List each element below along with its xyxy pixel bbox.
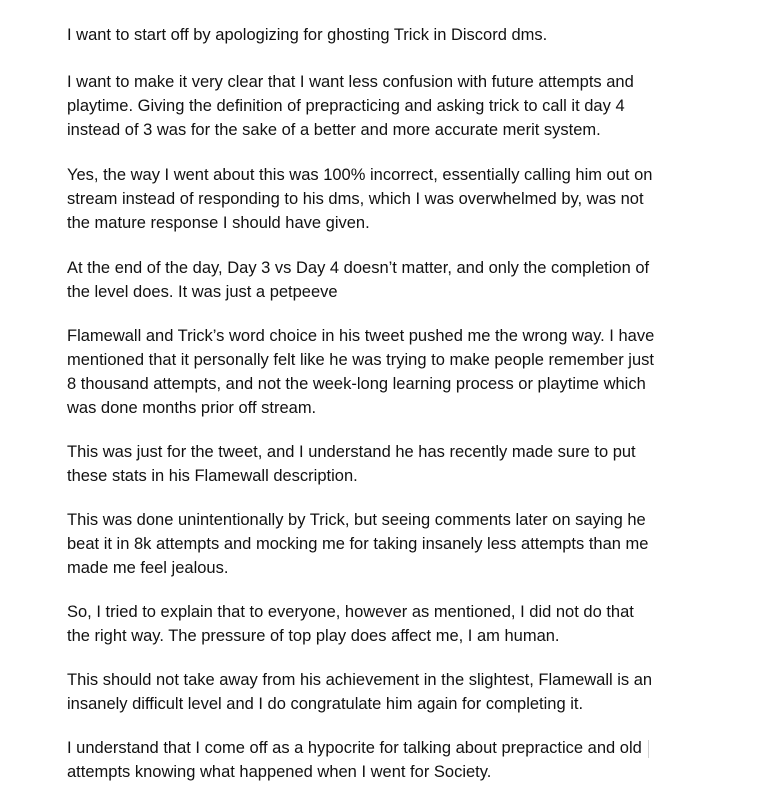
paragraph-clarity: I want to make it very clear that I want less confusion with future attempts and playtime. Giving the definition of prepracticing and asking trick to call it day 4 instead of 3 was for the sake of a better and more accurate merit system. (67, 73, 634, 139)
paragraph-congratulate: This should not take away from his achievement in the slightest, Flamewall is an insanely difficult level and I do congratulate him again for completing it. (67, 671, 653, 713)
paragraph-incorrect-approach: Yes, the way I went about this was 100% incorrect, essentially calling him out on stream instead of responding to his dms, which I was overwhelmed by, was not the mature response I should have given. (67, 166, 653, 232)
paragraph-apology: I want to start off by apologizing for ghosting Trick in Discord dms. (67, 26, 548, 44)
paragraph-explain: So, I tried to explain that to everyone, however as mentioned, I did not do that the right way. The pressure of top play does affect me, I am human. (67, 603, 634, 645)
paragraph-hypocrite: I understand that I come off as a hypocrite for talking about prepractice and old attempts knowing what happened when I went for Society. (67, 739, 642, 781)
paragraph-tweet: This was just for the tweet, and I understand he has recently made sure to put these stats in his Flamewall description. (67, 443, 636, 485)
text-cursor (648, 740, 649, 758)
paragraph-word-choice: Flamewall and Trick’s word choice in his tweet pushed me the wrong way. I have mentioned that it personally felt like he was trying to make people remember just 8 thousand attempts, and not the week-long learning process or playtime which was done months prior off stream. (67, 327, 655, 417)
paragraph-day-comparison: At the end of the day, Day 3 vs Day 4 doesn’t matter, and only the completion of the level does. It was just a petpeeve (67, 259, 650, 301)
paragraph-jealous: This was done unintentionally by Trick, but seeing comments later on saying he beat it in 8k attempts and mocking me for taking insanely less attempts than me made me feel jealous. (67, 511, 649, 577)
